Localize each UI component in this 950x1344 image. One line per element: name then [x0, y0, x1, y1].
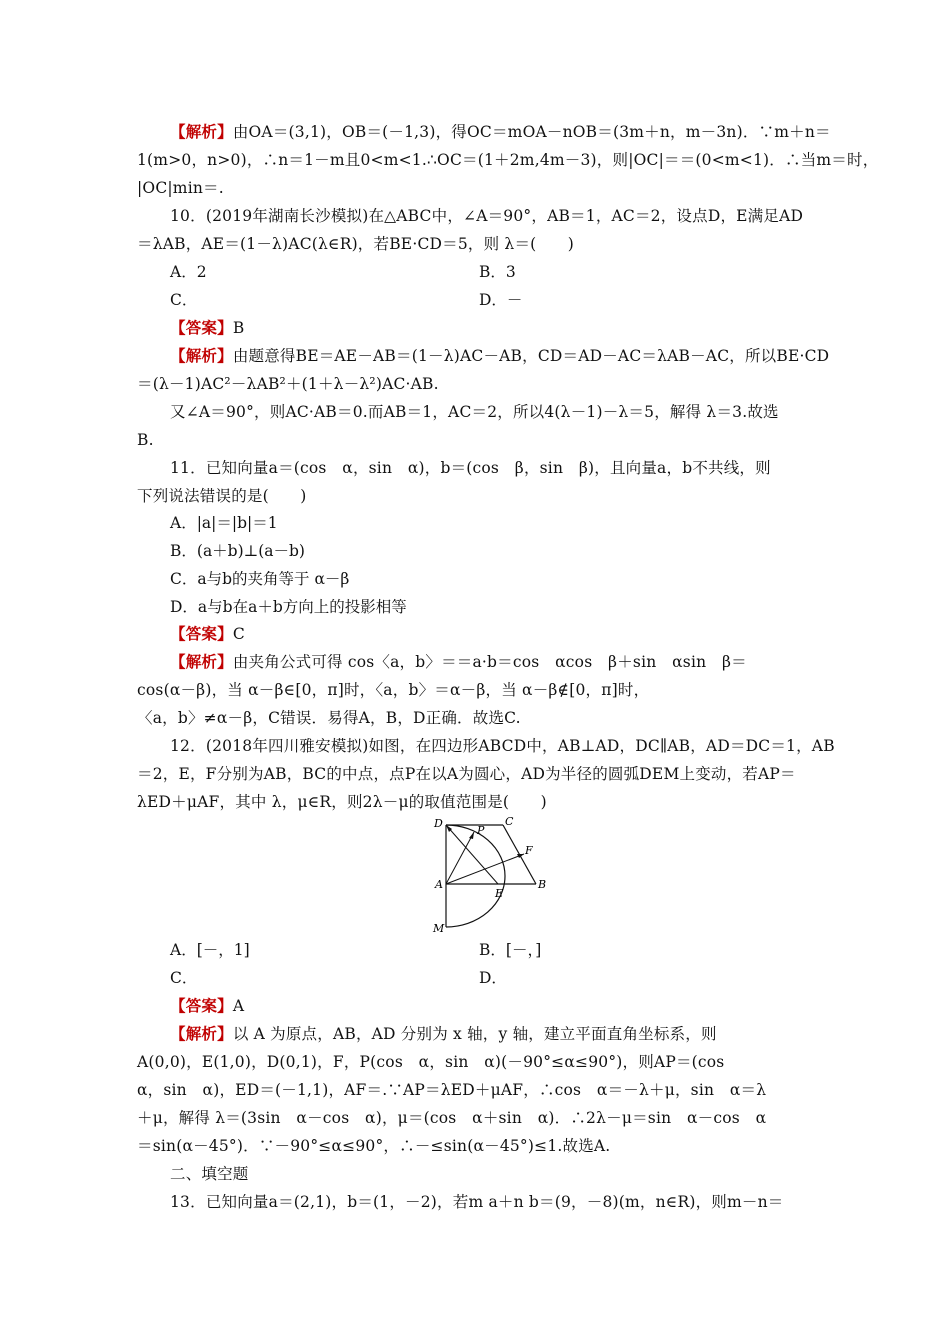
- q10-analysis-line-4: B.: [137, 431, 154, 449]
- q10-option-c: C．: [170, 291, 198, 309]
- answer-tag: 【答案】: [170, 996, 233, 1015]
- q9-analysis-line-3: |OC|min＝.: [137, 179, 224, 197]
- q10-stem-line-2: ＝λAB，AE＝(1－λ)AC(λ∈R)，若BE·CD＝5，则 λ＝( ): [137, 235, 575, 253]
- q10-answer: 【答案】B: [170, 318, 245, 337]
- q11-option-c: C．a与b的夹角等于 α－β: [170, 570, 350, 588]
- q9-analysis-line-2: 1(m>0，n>0)，∴n＝1－m且0<m<1.∴OC＝(1＋2m,4m－3)，则|OC|＝＝(0<m<1)．∴当m＝时，: [137, 151, 879, 169]
- q10-option-b: B．3: [479, 263, 516, 281]
- q12-option-c: C．: [170, 969, 198, 987]
- q9-analysis-line-1: 【解析】由OA＝(3,1)，OB＝(－1,3)，得OC＝mOA－nOB＝(3m＋n，m－3n)．∵m＋n＝: [170, 122, 831, 141]
- analysis-tag: 【解析】: [170, 122, 233, 141]
- arc-dem: [446, 825, 505, 927]
- q13-stem-line-1: 13．已知向量a＝(2,1)，b＝(1，－2)，若m a＋n b＝(9，－8)(m，n∈R)，则m－n＝: [170, 1193, 784, 1211]
- q12-option-a: A．[－，1]: [170, 941, 250, 959]
- q11-answer: 【答案】C: [170, 624, 245, 643]
- analysis-tag: 【解析】: [170, 1024, 233, 1043]
- q12-stem-line-2: ＝2，E，F分别为AB，BC的中点，点P在以A为圆心，AD为半径的圆弧DEM上变动，若AP＝: [137, 765, 796, 783]
- section-heading: 二、填空题: [170, 1165, 249, 1183]
- q10-stem-line-1: 10．(2019年湖南长沙模拟)在△ABC中，∠A＝90°，AB＝1，AC＝2，设点D，E满足AD: [170, 207, 804, 225]
- q12-option-b: B．[－，]: [479, 941, 542, 959]
- answer-tag: 【答案】: [170, 624, 233, 643]
- q11-option-d: D．a与b在a＋b方向上的投影相等: [170, 598, 407, 616]
- q12-analysis-line-3: α，sin α)，ED＝(－1,1)，AF＝.∵AP＝λED＋μAF，∴cos α＝－λ＋μ，sin α＝λ: [137, 1081, 767, 1099]
- label-d: D: [434, 817, 443, 830]
- q12-analysis-line-5: ＝sin(α－45°)．∵－90°≤α≤90°，∴－≤sin(α－45°)≤1.故选A.: [137, 1137, 611, 1155]
- q10-analysis-line-2: ＝(λ－1)AC²－λAB²＋(1＋λ－λ²)AC·AB.: [137, 375, 439, 393]
- q10-analysis-line-3: 又∠A＝90°，则AC·AB＝0.而AB＝1，AC＝2，所以4(λ－1)－λ＝5，解得 λ＝3.故选: [170, 403, 779, 421]
- label-b: B: [538, 878, 547, 891]
- q12-analysis-line-2: A(0,0)，E(1,0)，D(0,1)，F，P(cos α，sin α)(－90°≤α≤90°)，则AP＝(cos: [137, 1053, 725, 1071]
- label-c: C: [505, 815, 514, 828]
- analysis-tag: 【解析】: [170, 652, 233, 671]
- q11-analysis-line-3: 〈a，b〉≠α－β，C错误．易得A，B，D正确．故选C.: [137, 709, 521, 727]
- vector-ap-arrow: [469, 832, 474, 839]
- label-e: E: [495, 887, 504, 900]
- q12-analysis-line-1: 【解析】以 A 为原点，AB，AD 分别为 x 轴，y 轴，建立平面直角坐标系，则: [170, 1024, 717, 1043]
- analysis-tag: 【解析】: [170, 346, 233, 365]
- q12-analysis-line-4: ＋μ，解得 λ＝(3sin α－cos α)，μ＝(cos α＋sin α)．∴2λ－μ＝sin α－cos α: [137, 1109, 767, 1127]
- q10-option-a: A．2: [170, 263, 207, 281]
- label-a: A: [435, 878, 443, 891]
- q11-option-a: A．|a|＝|b|＝1: [170, 514, 278, 532]
- q11-analysis-line-1: 【解析】由夹角公式可得 cos〈a，b〉＝＝a·b＝cos αcos β＋sin αsin β＝: [170, 652, 747, 671]
- q10-option-d: D．－: [479, 291, 523, 309]
- q11-stem-line-1: 11．已知向量a＝(cos α，sin α)，b＝(cos β，sin β)，且向量a，b不共线，则: [170, 459, 771, 477]
- q11-stem-line-2: 下列说法错误的是( ): [137, 487, 307, 505]
- q10-analysis-line-1: 【解析】由题意得BE＝AE－AB＝(1－λ)AC－AB，CD＝AD－AC＝λAB－AC，所以BE·CD: [170, 346, 830, 365]
- q12-option-d: D．: [479, 969, 507, 987]
- q11-analysis-line-2: cos(α－β)，当 α－β∈[0，π]时，〈a，b〉＝α－β，当 α－β∉[0，π]时，: [137, 681, 650, 699]
- q12-stem-line-3: λED＋μAF，其中 λ，μ∈R，则2λ－μ的取值范围是( ): [137, 793, 547, 811]
- label-m: M: [433, 922, 445, 935]
- q12-answer: 【答案】A: [170, 996, 245, 1015]
- q11-option-b: B．(a＋b)⊥(a－b): [170, 542, 305, 560]
- vector-ed: [446, 825, 498, 884]
- vector-ap: [446, 832, 474, 884]
- label-f: F: [525, 844, 533, 857]
- q12-figure: [428, 812, 558, 937]
- label-p: P: [477, 824, 485, 837]
- q12-stem-line-1: 12．(2018年四川雅安模拟)如图，在四边形ABCD中，AB⊥AD，DC∥AB，AD＝DC＝1，AB: [170, 737, 835, 755]
- answer-tag: 【答案】: [170, 318, 233, 337]
- quadrilateral-diagram: [428, 812, 558, 937]
